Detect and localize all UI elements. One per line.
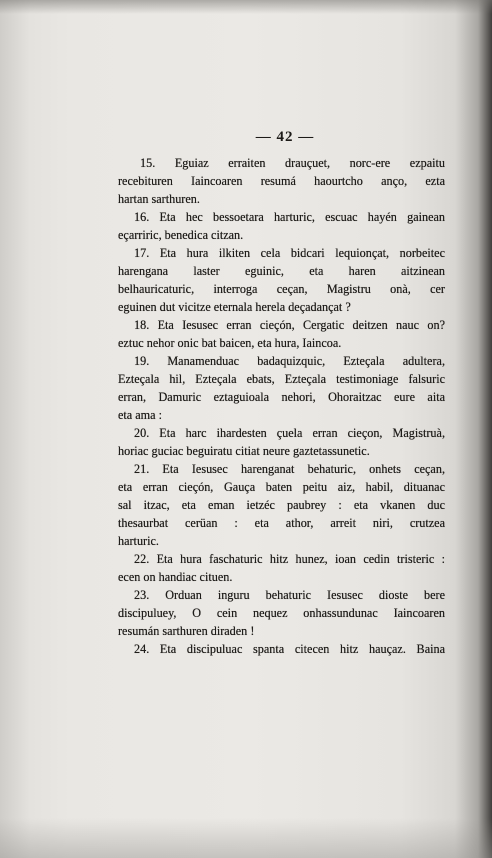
scan-shadow-top — [0, 0, 492, 14]
text-line: eztuc nehor onic bat baicen, eta hura, Iaincoa. — [118, 336, 342, 350]
text-line: 15. Eguiaz erraiten drauçuet, norc-ere ezpaitu — [140, 156, 445, 170]
text-line: 23. Orduan inguru behaturic Iesusec dioste bere — [134, 588, 445, 602]
scan-shadow-bottom — [0, 818, 492, 858]
text-line: horiac guciac beguiratu citiat neure gaztetassunetic. — [118, 444, 370, 458]
text-line: 22. Eta hura faschaturic hitz hunez, ioan cedin tristeric : — [134, 552, 445, 566]
text-line: 18. Eta Iesusec erran cieçón, Cergatic deitzen nauc on? — [134, 318, 445, 332]
text-line: erran, Damuric eztaguioala nehori, Ohoraitzac eure aita — [118, 390, 445, 404]
text-line: harengana laster eguinic, eta haren aitzinean — [118, 264, 445, 278]
text-line: recebituren Iaincoaren resumá haourtcho anço, ezta — [118, 174, 445, 188]
text-line: eguinen dut vicitze eternala herela deçadançat ? — [118, 300, 351, 314]
text-line: eçarriric, benedica citzan. — [118, 228, 244, 242]
text-line: 24. Eta discipuluac spanta citecen hitz hauçaz. Baina — [134, 642, 445, 656]
text-line: resumán sarthuren diraden ! — [118, 624, 255, 638]
scripture-text — [118, 154, 445, 658]
text-line: discipuluey, O cein nequez onhassundunac Iaincoaren — [118, 606, 445, 620]
text-line: 16. Eta hec bessoetara harturic, escuac hayén gainean — [134, 210, 445, 224]
text-line: belhauricaturic, interroga ceçan, Magistru onà, cer — [118, 282, 445, 296]
text-line: eta erran cieçón, Gauça baten peitu aiz, habil, dituanac — [118, 480, 445, 494]
text-line: ecen on handiac cituen. — [118, 570, 233, 584]
text-line: 21. Eta Iesusec harenganat behaturic, onhets ceçan, — [134, 462, 445, 476]
text-line: sal itzac, eta eman ietzéc paubrey : eta vkanen duc — [118, 498, 445, 512]
page-number: — 42 — — [255, 129, 315, 145]
text-line: 17. Eta hura ilkiten cela bidcari lequionçat, norbeitec — [134, 246, 445, 260]
text-line: 20. Eta harc ihardesten çuela erran cieçon, Magistruà, — [134, 426, 445, 440]
text-line: harturic. — [118, 534, 159, 548]
text-line: 19. Manamenduac badaquizquic, Ezteçala adultera, — [134, 354, 445, 368]
text-line: eta ama : — [118, 408, 162, 422]
text-line: hartan sarthuren. — [118, 192, 200, 206]
text-line: Ezteçala hil, Ezteçala ebats, Ezteçala testimoniage falsuric — [118, 372, 445, 386]
text-line: thesaurbat cerüan : eta athor, arreit niri, crutzea — [118, 516, 445, 530]
